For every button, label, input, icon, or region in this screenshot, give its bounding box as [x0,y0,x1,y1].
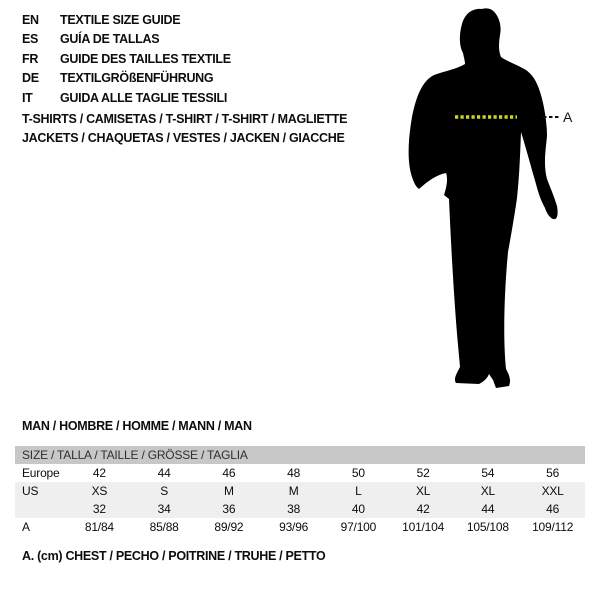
language-row-en [22,11,231,30]
table-cell: 46 [222,466,236,480]
table-cell: XL [415,484,431,498]
table-cell: 34 [157,502,171,516]
row-label: A [22,520,30,534]
man-silhouette [409,8,558,388]
language-row-it [22,89,231,108]
table-cell: 97/100 [340,520,377,534]
table-cell: 42 [416,502,430,516]
table-row-us-letter [15,482,585,500]
table-row-chest-cm [15,518,585,536]
language-label: TEXTILE SIZE GUIDE [60,13,181,27]
table-cell: 52 [416,466,430,480]
language-list [22,11,231,108]
table-cell: 46 [546,502,560,516]
language-label: GUIDA ALLE TAGLIE TESSILI [60,90,228,105]
table-cell: L [355,484,362,498]
language-row-fr [22,50,231,69]
size-table [15,446,585,536]
language-code: EN [22,13,39,27]
table-row-us-numeric [15,500,585,518]
table-cell: 93/96 [279,520,309,534]
language-label: GUIDE DES TAILLES TEXTILE [60,51,231,66]
table-cell: 85/88 [149,520,179,534]
table-cell: 48 [287,466,301,480]
language-label: GUÍA DE TALLAS [60,32,160,47]
table-cell: 38 [287,502,301,516]
language-row-de [22,69,231,88]
table-cell: 44 [481,502,495,516]
measurement-footnote: A. (cm) CHEST / PECHO / POITRINE / TRUHE / PETTO [22,549,326,563]
language-label: TEXTILGRÖßENFÜHRUNG [60,71,214,86]
category-line-tshirts: T-SHIRTS / CAMISETAS / T-SHIRT / T-SHIRT / MAGLIETTE [22,112,348,126]
table-cell: 44 [157,466,171,480]
table-cell: 54 [481,466,495,480]
table-cell: M [223,484,234,498]
table-cell: 109/112 [532,520,574,534]
table-cell: S [160,484,169,498]
table-cell: 32 [92,502,106,516]
category-line-jackets: JACKETS / CHAQUETAS / VESTES / JACKEN / GIACCHE [22,131,345,145]
table-row-europe [15,464,585,482]
language-code: DE [22,71,39,86]
size-table-header: SIZE / TALLA / TAILLE / GRÖSSE / TAGLIA [15,446,585,464]
section-title-man: MAN / HOMBRE / HOMME / MANN / MAN [22,419,252,433]
table-cell: 50 [351,466,365,480]
table-cell: 101/104 [402,520,445,534]
language-row-es [22,30,231,49]
measure-label-a: A [563,109,573,125]
table-cell: 56 [546,466,560,480]
row-label [15,500,67,518]
table-cell: XS [91,484,108,498]
language-code: FR [22,51,39,66]
table-cell: M [288,484,299,498]
table-cell: 36 [222,502,236,516]
table-cell: 81/84 [84,520,114,534]
table-cell: 42 [92,466,106,480]
table-cell: 40 [351,502,365,516]
man-silhouette-figure [395,0,600,410]
garment-category-list [22,110,347,148]
language-code: ES [22,32,39,47]
row-label: Europe [22,466,60,480]
table-cell: XL [480,484,496,498]
row-label: US [22,484,39,498]
language-code: IT [22,90,33,105]
table-cell: XXL [541,484,564,498]
table-cell: 105/108 [466,520,509,534]
table-cell: 89/92 [214,520,244,534]
